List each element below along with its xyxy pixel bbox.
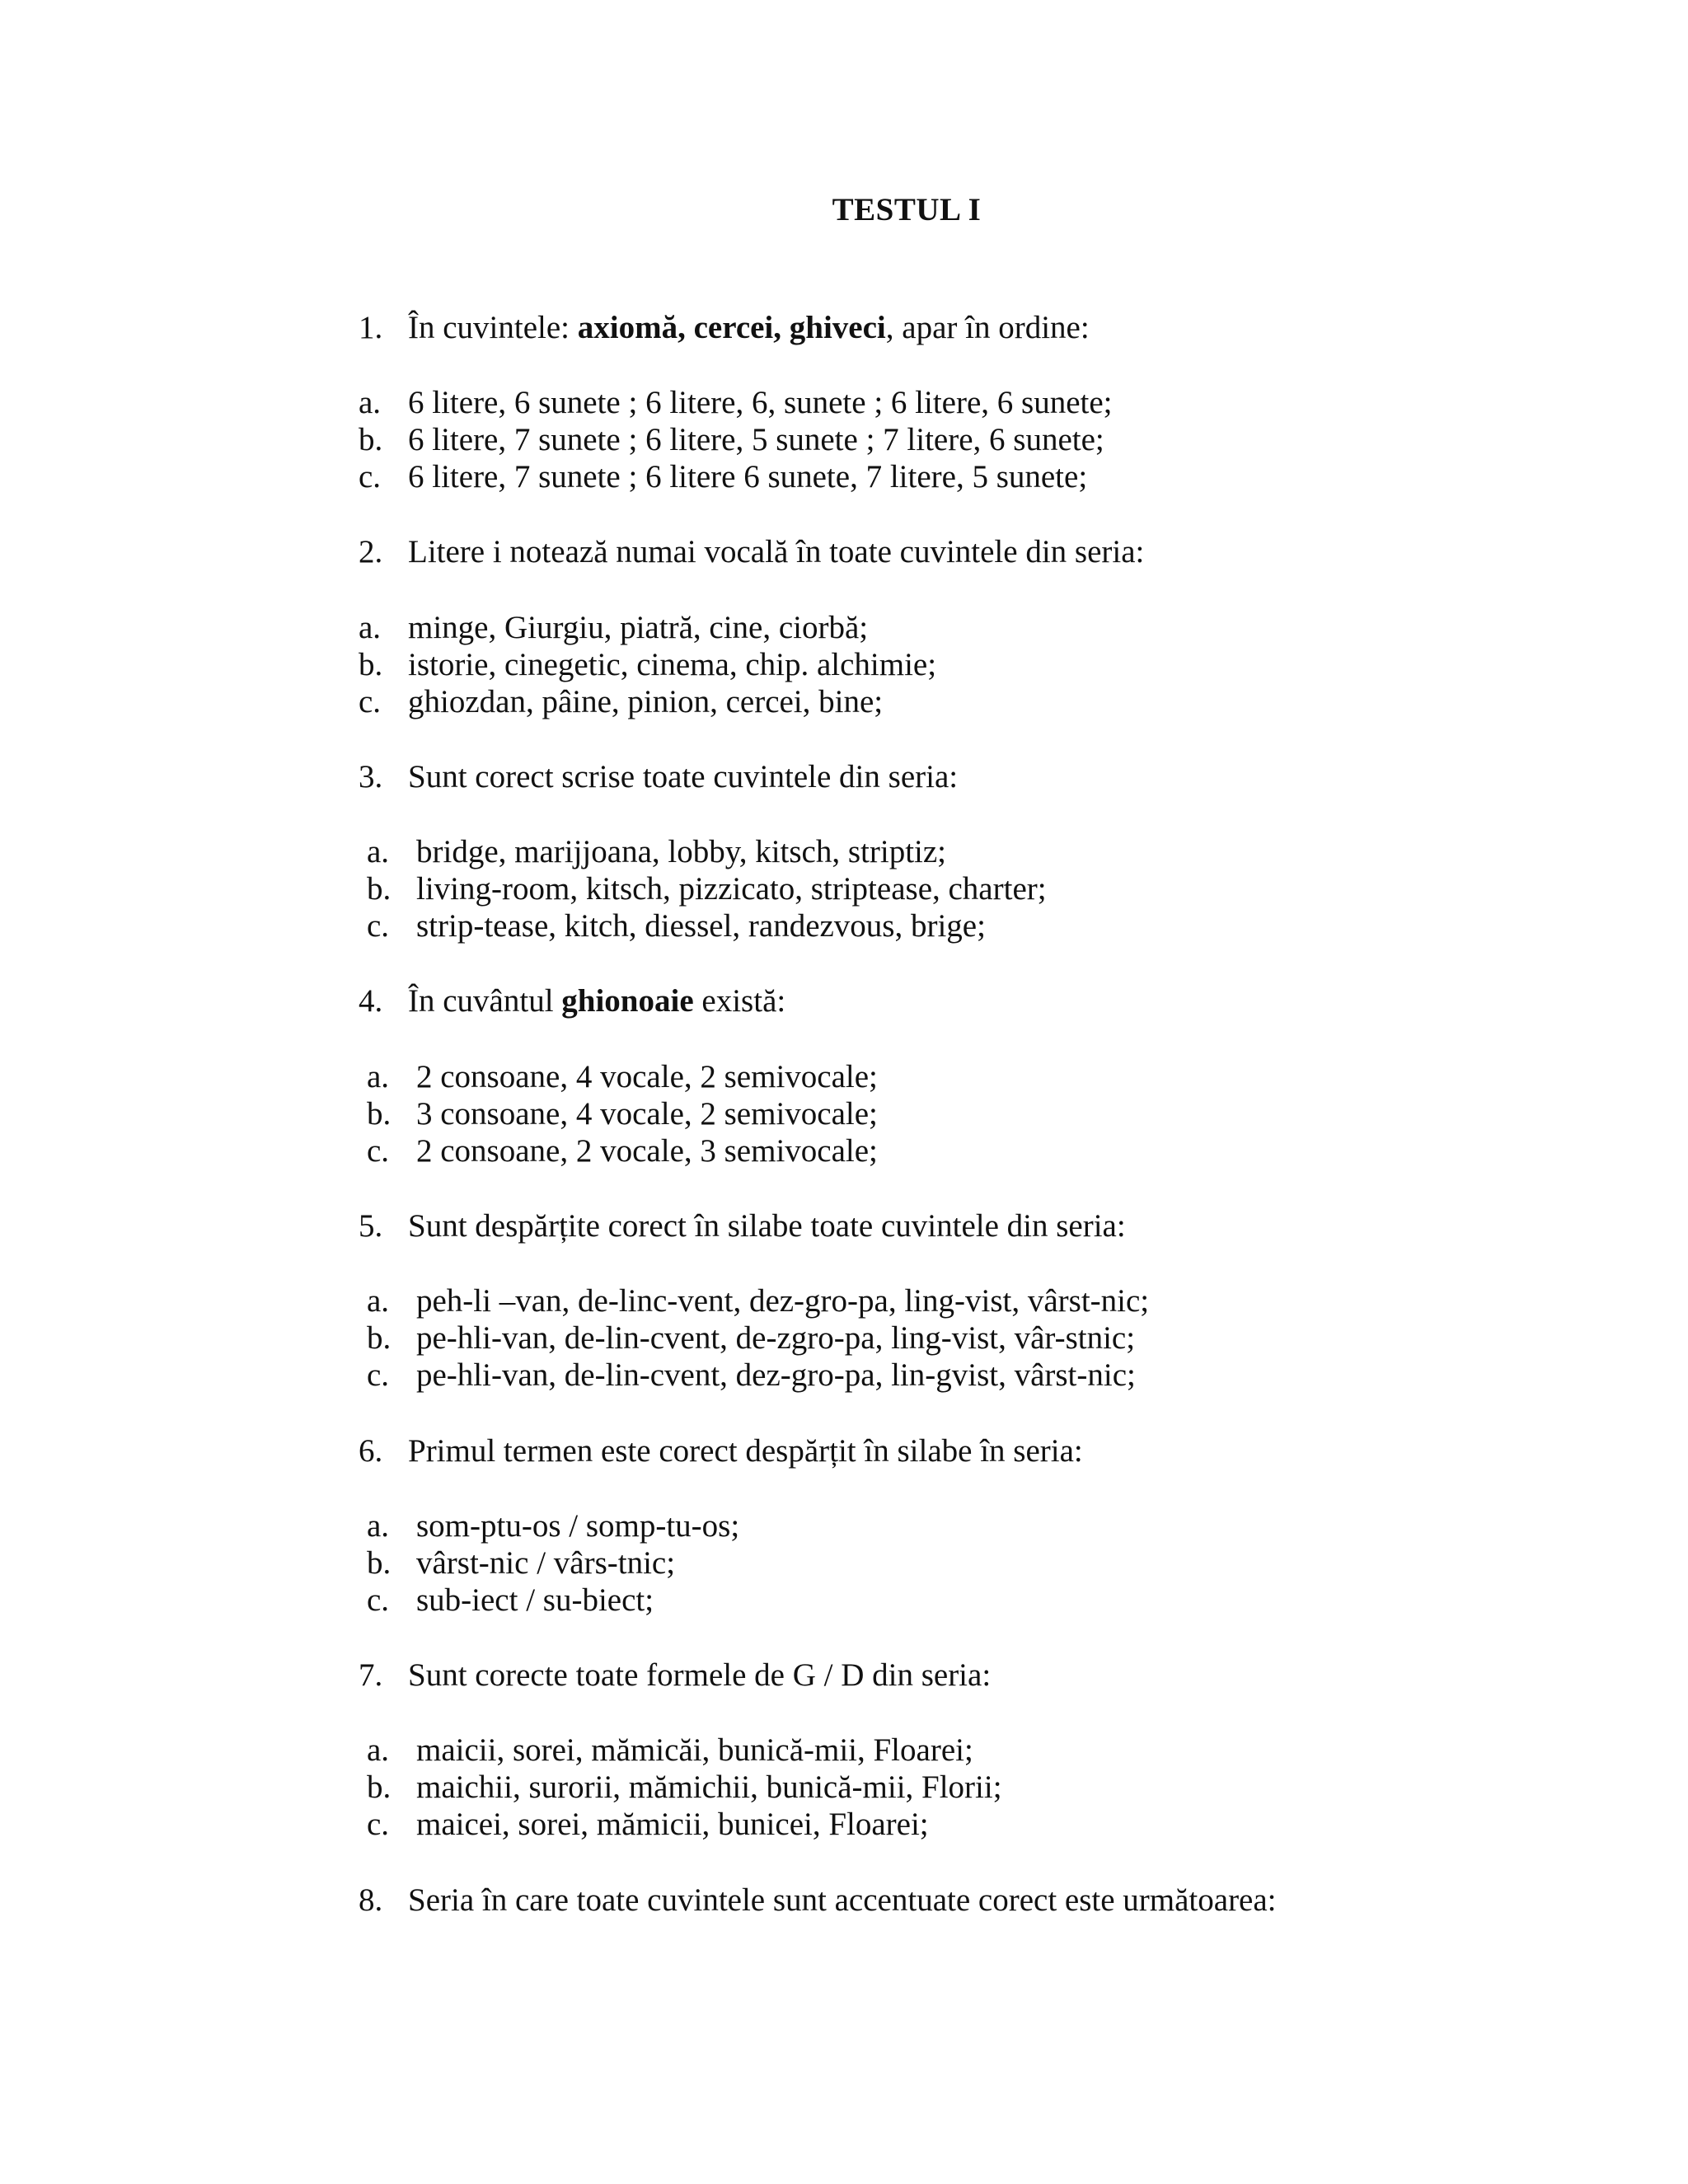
question-number: 6. xyxy=(359,1433,383,1469)
question-text: Sunt corect scrise toate cuvintele din seria: xyxy=(408,759,959,794)
option-text: 6 litere, 6 sunete ; 6 litere, 6, sunete ; 6 litere, 6 sunete; xyxy=(408,385,1113,420)
question-text: Sunt corecte toate formele de G / D din seria: xyxy=(408,1657,992,1693)
option-letter: b. xyxy=(367,1545,392,1581)
question-number: 3. xyxy=(359,759,383,794)
option-text: som-ptu-os / somp-tu-os; xyxy=(416,1508,740,1544)
option-letter: c. xyxy=(367,1807,390,1842)
option-letter: c. xyxy=(359,459,382,494)
option-text: ghiozdan, pâine, pinion, cercei, bine; xyxy=(408,684,884,719)
option-text: maicei, sorei, mămicii, bunicei, Floarei; xyxy=(416,1807,929,1842)
option-text: istorie, cinegetic, cinema, chip. alchimie; xyxy=(408,647,937,682)
option-letter: a. xyxy=(359,385,382,420)
option-letter: b. xyxy=(359,422,383,457)
question-text: Litere i notează numai vocală în toate cuvintele din seria: xyxy=(408,534,1145,569)
option-text: peh-li –van, de-linc-vent, dez-gro-pa, ling-vist, vârst-nic; xyxy=(416,1283,1150,1319)
option-text: pe-hli-van, de-lin-cvent, de-zgro-pa, ling-vist, vâr-stnic; xyxy=(416,1320,1136,1356)
question-number: 1. xyxy=(359,310,383,345)
option-text: maicii, sorei, mămicăi, bunică-mii, Floarei; xyxy=(416,1732,973,1768)
option-letter: a. xyxy=(367,1059,390,1094)
option-letter: c. xyxy=(367,1582,390,1618)
option-text: living-room, kitsch, pizzicato, striptease, charter; xyxy=(416,871,1047,907)
option-letter: a. xyxy=(359,610,382,645)
option-text: 6 litere, 7 sunete ; 6 litere, 5 sunete ; 7 litere, 6 sunete; xyxy=(408,422,1104,457)
question-number: 5. xyxy=(359,1208,383,1244)
question-text: Primul termen este corect despărțit în silabe în seria: xyxy=(408,1433,1083,1469)
option-letter: b. xyxy=(367,1769,392,1805)
page-title: TESTUL I xyxy=(832,192,982,227)
option-letter: b. xyxy=(367,1320,392,1356)
option-letter: b. xyxy=(359,647,383,682)
option-text: 2 consoane, 2 vocale, 3 semivocale; xyxy=(416,1133,878,1169)
question-text: Sunt despărțite corect în silabe toate cuvintele din seria: xyxy=(408,1208,1126,1244)
option-letter: c. xyxy=(367,908,390,944)
option-text: 2 consoane, 4 vocale, 2 semivocale; xyxy=(416,1059,878,1094)
option-text: 3 consoane, 4 vocale, 2 semivocale; xyxy=(416,1096,878,1132)
option-text: pe-hli-van, de-lin-cvent, dez-gro-pa, lin-gvist, vârst-nic; xyxy=(416,1357,1136,1393)
option-text: maichii, surorii, mămichii, bunică-mii, Florii; xyxy=(416,1769,1002,1805)
option-text: 6 litere, 7 sunete ; 6 litere 6 sunete, 7 litere, 5 sunete; xyxy=(408,459,1088,494)
option-letter: a. xyxy=(367,1508,390,1544)
option-letter: a. xyxy=(367,1283,390,1319)
question-text: Seria în care toate cuvintele sunt accentuate corect este următoarea: xyxy=(408,1882,1277,1918)
option-letter: a. xyxy=(367,1732,390,1768)
question-text: În cuvintele: axiomă, cercei, ghiveci, apar în ordine: xyxy=(408,310,1090,345)
option-letter: c. xyxy=(367,1133,390,1169)
option-text: minge, Giurgiu, piatră, cine, ciorbă; xyxy=(408,610,869,645)
option-text: sub-iect / su-biect; xyxy=(416,1582,654,1618)
option-letter: a. xyxy=(367,834,390,869)
option-letter: c. xyxy=(367,1357,390,1393)
question-number: 2. xyxy=(359,534,383,569)
option-text: vârst-nic / vârs-tnic; xyxy=(416,1545,676,1581)
question-number: 8. xyxy=(359,1882,383,1918)
question-number: 4. xyxy=(359,983,383,1019)
option-letter: b. xyxy=(367,1096,392,1132)
option-text: strip-tease, kitch, diessel, randezvous, brige; xyxy=(416,908,986,944)
option-letter: c. xyxy=(359,684,382,719)
option-letter: b. xyxy=(367,871,392,907)
question-number: 7. xyxy=(359,1657,383,1693)
question-text: În cuvântul ghionoaie există: xyxy=(408,983,786,1019)
option-text: bridge, marijjoana, lobby, kitsch, striptiz; xyxy=(416,834,947,869)
